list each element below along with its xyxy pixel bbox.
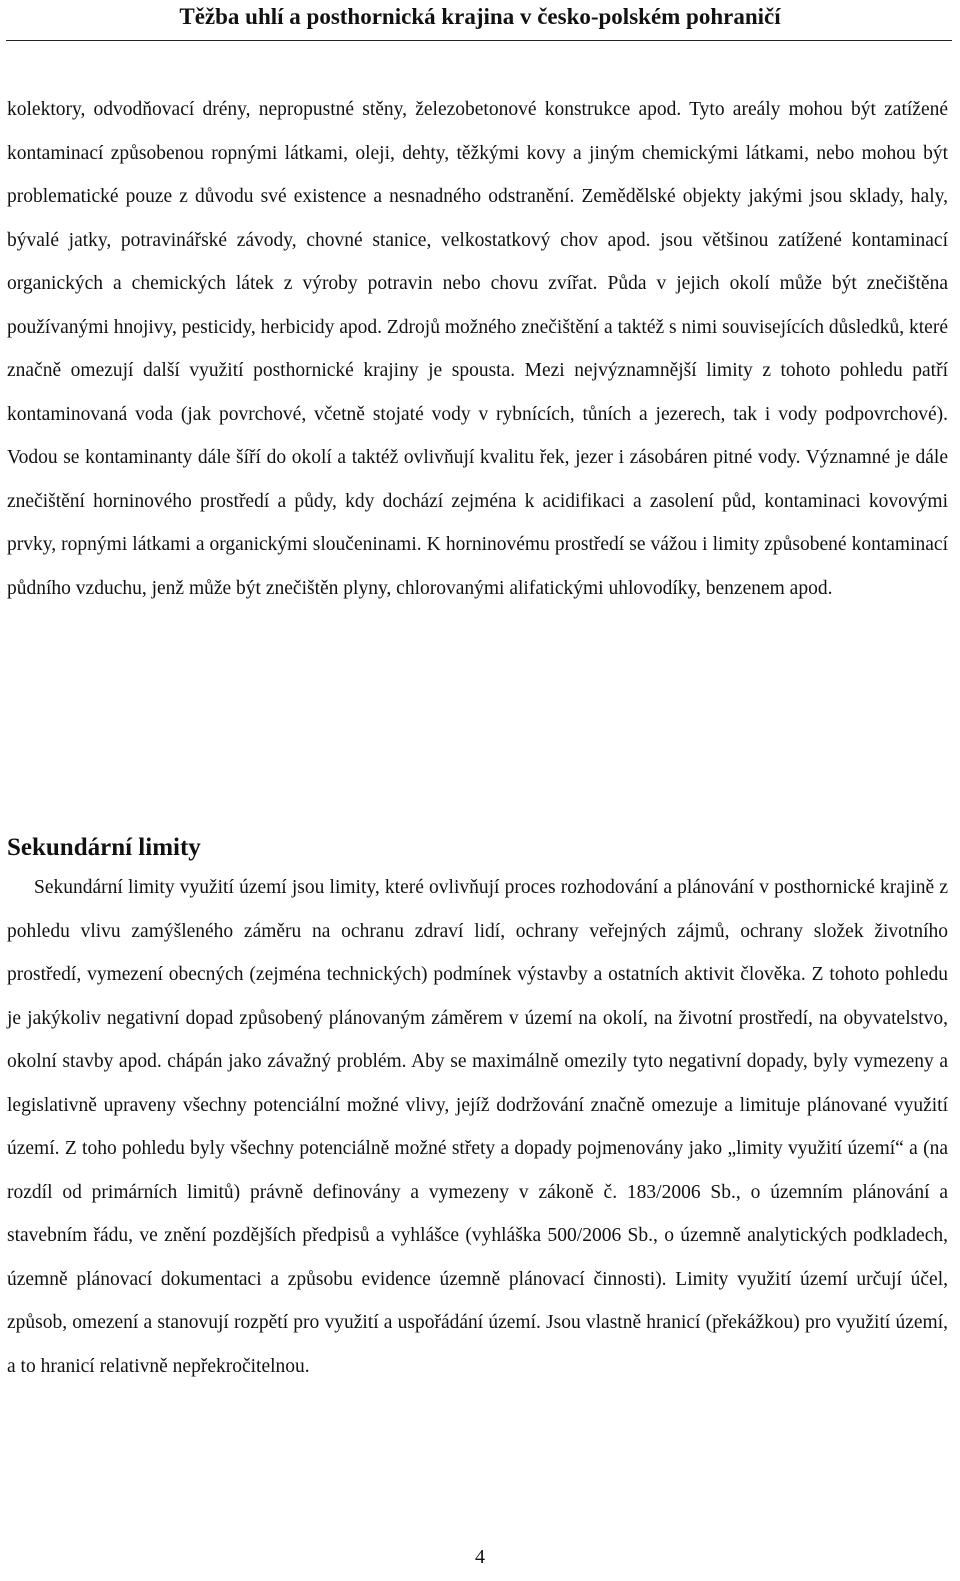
running-header-title: Těžba uhlí a posthornická krajina v česko-polském pohraničí	[179, 4, 781, 29]
page-number: 4	[475, 1546, 485, 1568]
body-paragraph-2: Sekundární limity využití území jsou limity, které ovlivňují proces rozhodování a plánování v posthornické krajině z pohledu vlivu zamýšleného záměru na ochranu zdraví lidí, ochrany veřejných zájmů, ochrany složek životního prostředí, vymezení obecných (zejména technických) podmínek výstavby a ostatních aktivit člověka. Z tohoto pohledu je jakýkoliv negativní dopad způsobený plánovaným záměrem v území na okolí, na životní prostředí, na obyvatelstvo, okolní stavby apod. chápán jako závažný problém. Aby se maximálně omezily tyto negativní dopady, byly vymezeny a legislativně upraveny všechny potenciální možné vlivy, jejíž dodržování značně omezuje a limituje plánované využití území. Z toho pohledu byly všechny potenciálně možné střety a dopady pojmenovány jako „limity využití území“ a (na rozdíl od primárních limitů) právně definovány a vymezeny v zákoně č. 183/2006 Sb., o územním plánování a stavebním řádu, ve znění pozdějších předpisů a vyhlášce (vyhláška 500/2006 Sb., o územně analytických podkladech, územně plánovací dokumentaci a způsobu evidence územně plánovací činnosti). Limity využití území určují účel, způsob, omezení a stanovují rozpětí pro využití a uspořádání území. Jsou vlastně hranicí (překážkou) pro využití území, a to hranicí relativně nepřekročitelnou.	[7, 877, 948, 1377]
section-heading: Sekundární limity	[7, 834, 201, 861]
header-divider	[6, 40, 952, 41]
body-paragraph-1: kolektory, odvodňovací drény, nepropustné stěny, železobetonové konstrukce apod. Tyto areály mohou být zatížené kontaminací způsobenou ropnými látkami, oleji, dehty, těžkými kovy a jiným chemickými látkami, nebo mohou být problematické pouze z důvodu své existence a nesnadného odstranění. Zemědělské objekty jakými jsou sklady, haly, bývalé jatky, potravinářské závody, chovné stanice, velkostatkový chov apod. jsou většinou zatížené kontaminací organických a chemických látek z výroby potravin nebo chovu zvířat. Půda v jejich okolí může být znečištěna používanými hnojivy, pesticidy, herbicidy apod. Zdrojů možného znečištění a taktéž s nimi souvisejících důsledků, které značně omezují další využití posthornické krajiny je spousta. Mezi nejvýznamnější limity z tohoto pohledu patří kontaminovaná voda (jak povrchové, včetně stojaté vody v rybnících, tůních a jezerech, tak i vody podpovrchové). Vodou se kontaminanty dále šíří do okolí a taktéž ovlivňují kvalitu řek, jezer i zásobáren pitné vody. Významné je dále znečištění horninového prostředí a půdy, kdy dochází zejména k acidifikaci a zasolení půd, kontaminaci kovovými prvky, ropnými látkami a organickými sloučeninami. K horninovému prostředí se vážou i limity způsobené kontaminací půdního vzduchu, jenž může být znečištěn plyny, chlorovanými alifatickými uhlovodíky, benzenem apod.	[7, 99, 948, 599]
